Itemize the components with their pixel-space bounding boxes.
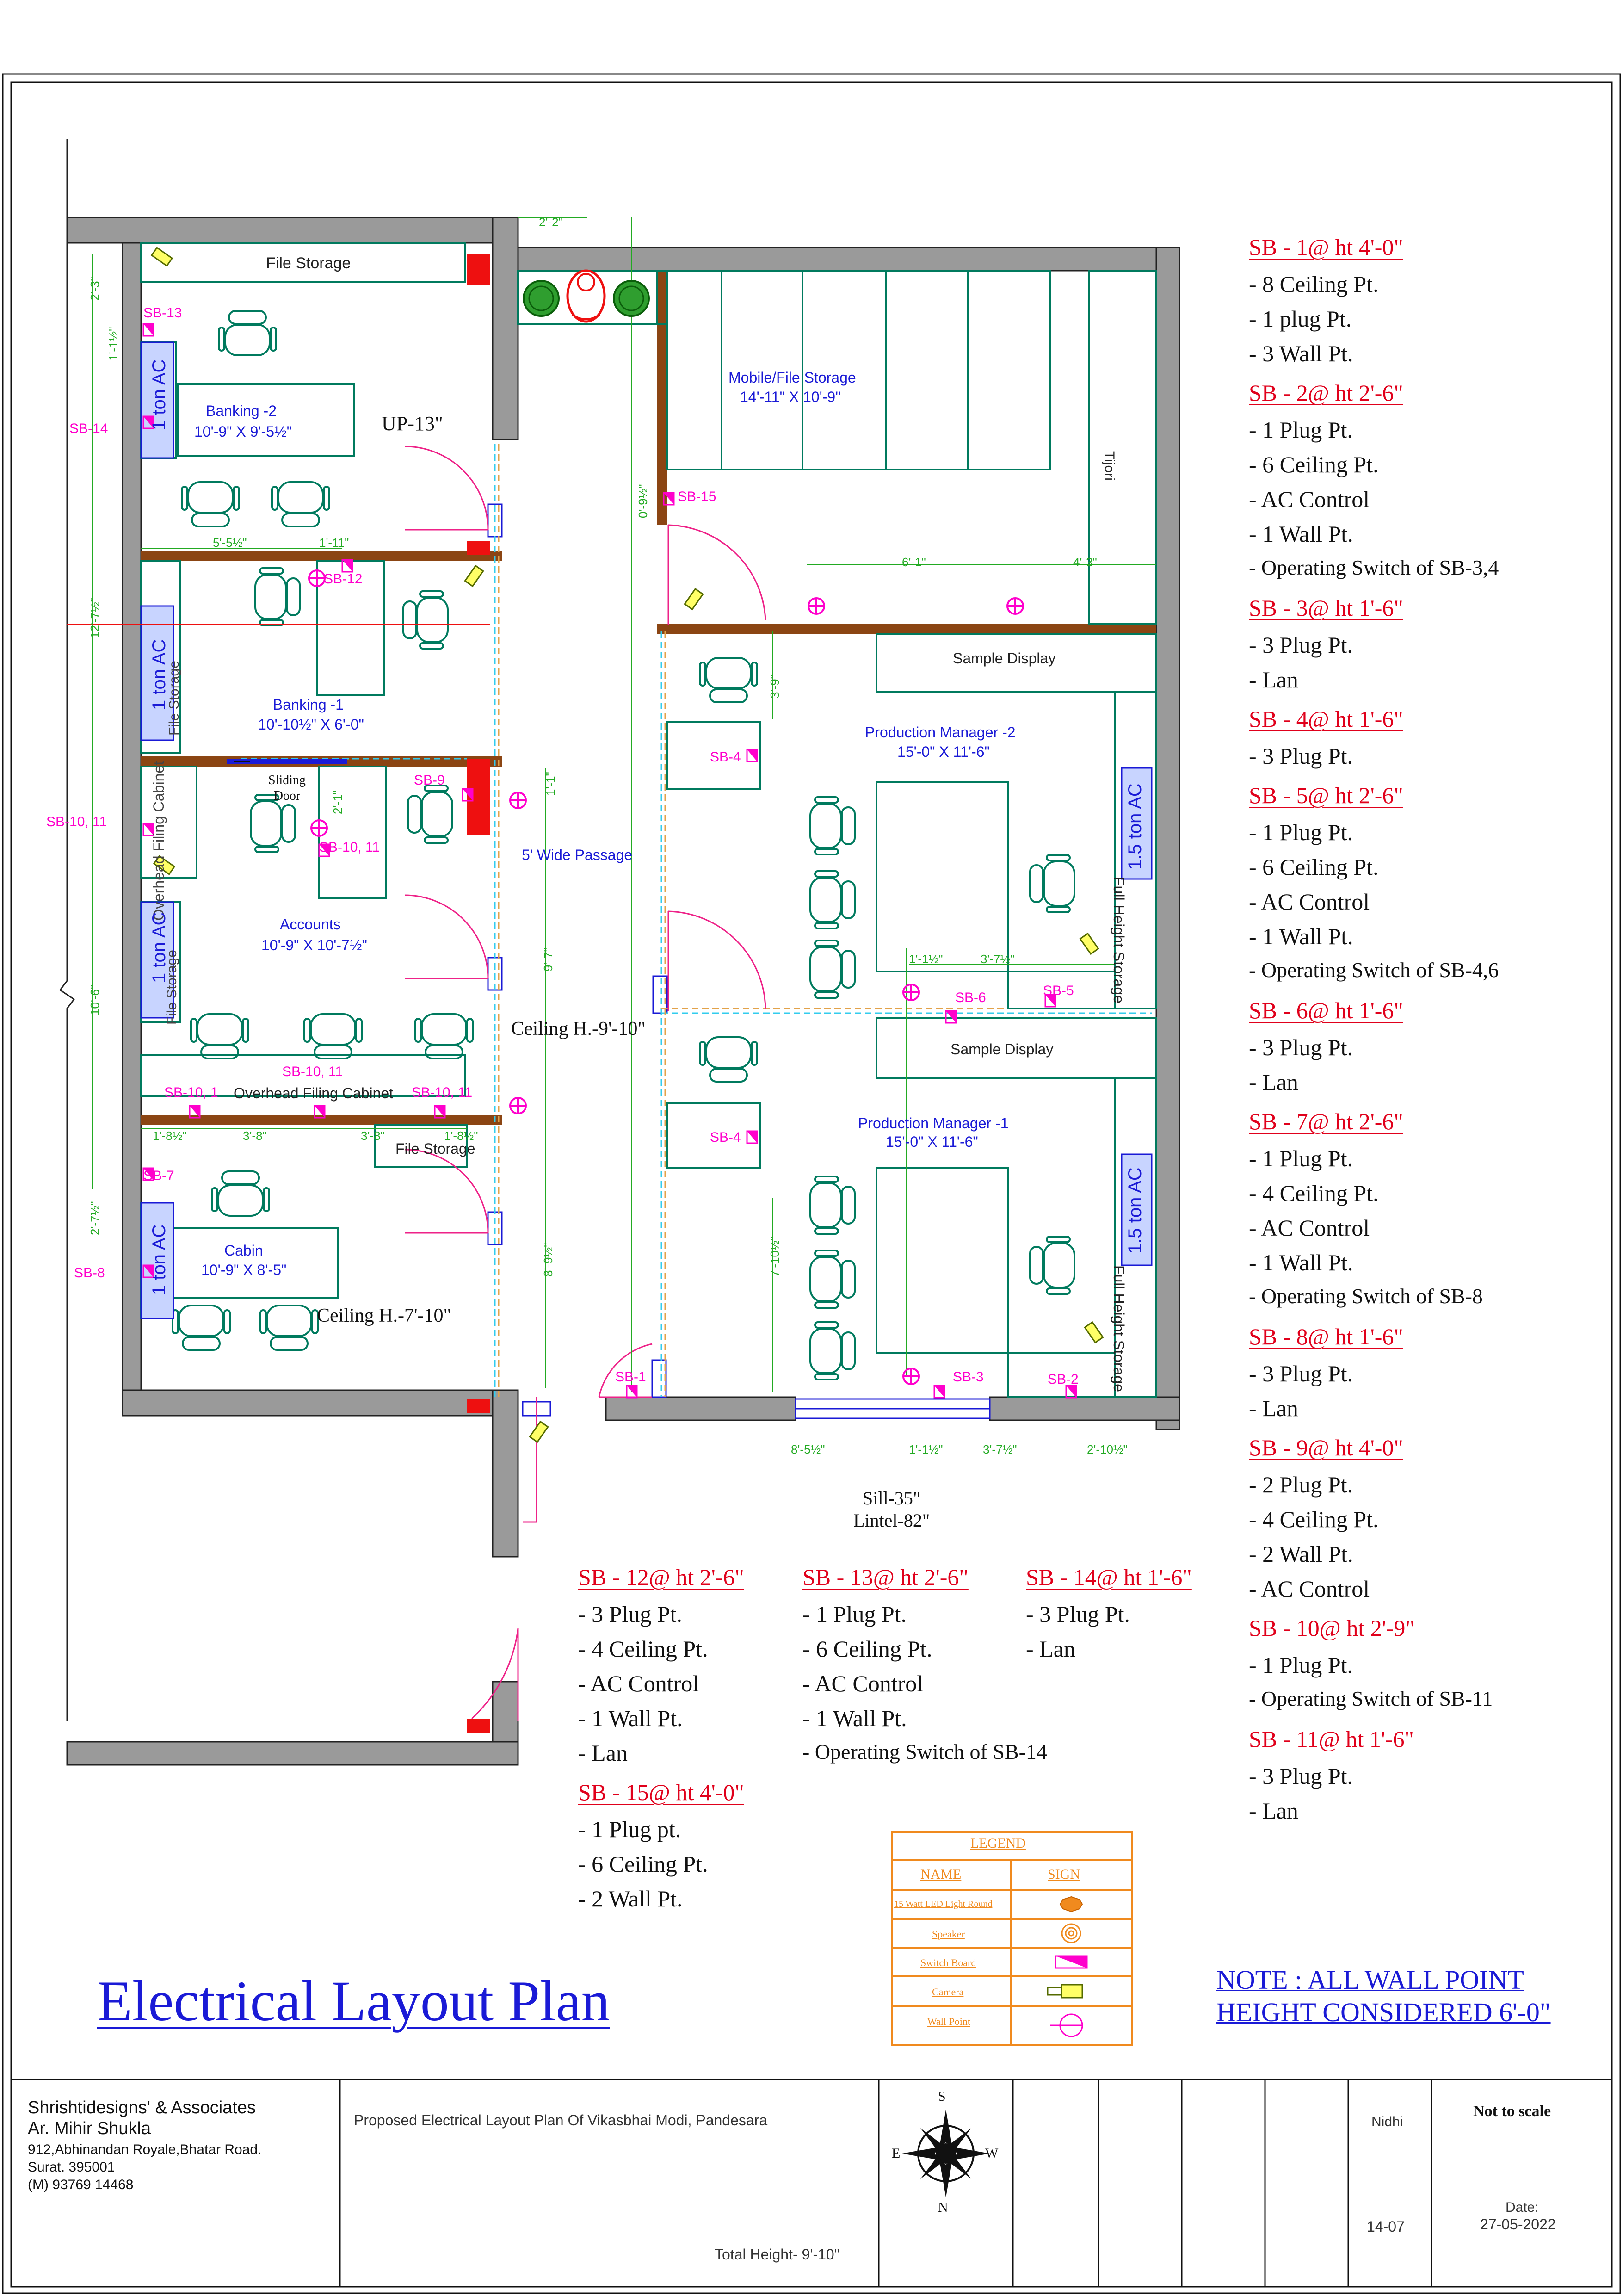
sb-schedule-item: - AC Control (1249, 486, 1370, 512)
sb-tag: SB-9 (414, 773, 445, 788)
compass-w: W (985, 2146, 999, 2161)
sb-schedule-item: - 8 Ceiling Pt. (1249, 271, 1379, 297)
sb-schedule-item: - 1 Plug Pt. (1249, 1652, 1353, 1678)
sb-schedule-item: - 3 Plug Pt. (1249, 632, 1353, 658)
dimension-label: 10'-6" (88, 984, 102, 1015)
ceiling-main-label: Ceiling H.-9'-10" (511, 1018, 646, 1040)
sb-schedule-heading: SB - 9@ ht 4'-0" (1249, 1435, 1403, 1461)
sb-schedule-item: - AC Control (802, 1671, 924, 1696)
dimension-label: 1'-1½" (909, 1442, 943, 1456)
sb-schedule-item: - 1 Wall Pt. (1249, 521, 1353, 547)
sb-schedule-item: - 3 Wall Pt. (1249, 340, 1353, 366)
legend-col-sign: SIGN (1048, 1867, 1080, 1882)
room-name-mobile-storage: Mobile/File Storage (728, 369, 856, 386)
project-title: Proposed Electrical Layout Plan Of Vikasbhai Modi, Pandesara (354, 2112, 768, 2129)
tijori-label: Tijori (1102, 451, 1117, 481)
sb-schedule-item: - Lan (1249, 1069, 1298, 1095)
full-height-storage-2: Full Height Storage (1111, 1265, 1127, 1392)
sb-schedule-item: - 1 Plug Pt. (1249, 1145, 1353, 1171)
phone: (M) 93769 14468 (28, 2177, 134, 2192)
sb-schedule-item: - 6 Ceiling Pt. (578, 1851, 708, 1877)
dimension-label: 5'-5½" (213, 536, 247, 550)
compass-e: E (892, 2146, 901, 2161)
sb-schedule-item: - AC Control (1249, 889, 1370, 915)
sb-schedule-item: - 3 Plug Pt. (1249, 743, 1353, 769)
sb-schedule-heading: SB - 14@ ht 1'-6" (1026, 1564, 1192, 1590)
sb-schedule-heading: SB - 6@ ht 1'-6" (1249, 997, 1403, 1023)
scale-note: Not to scale (1473, 2103, 1551, 2120)
dimension-label: 4'-3" (1073, 555, 1097, 569)
ac-label: 1 ton AC (149, 359, 169, 430)
sb-schedule-item: - Operating Switch of SB-14 (802, 1740, 1047, 1764)
sill-label: Sill-35" (863, 1488, 921, 1509)
sb-schedule-item: - 2 Wall Pt. (1249, 1541, 1353, 1567)
room-label-file-storage: File Storage (266, 254, 351, 272)
sb-tag: SB-13 (143, 305, 182, 321)
room-name-accounts: Accounts (280, 916, 341, 933)
sb-tag: SB-10, 11 (412, 1085, 473, 1100)
ac-label: 1.5 ton AC (1125, 1167, 1145, 1254)
sb-tag: SB-10, 11 (282, 1064, 343, 1079)
sb-tag: SB-10, 1 (164, 1085, 218, 1100)
sb-schedule-item: - 6 Ceiling Pt. (1249, 452, 1379, 477)
sb-schedule-heading: SB - 2@ ht 2'-6" (1249, 380, 1403, 406)
sb-schedule-heading: SB - 1@ ht 4'-0" (1249, 234, 1403, 260)
dimension-label: 2'-7½" (88, 1201, 102, 1235)
dimension-label: 1'-11" (319, 536, 349, 550)
ac-label: 1.5 ton AC (1125, 783, 1145, 870)
dimension-label: 1'-1" (543, 772, 557, 796)
room-dim-accounts: 10'-9" X 10'-7½" (261, 937, 367, 953)
sb-schedule-item: - 1 Plug Pt. (1249, 417, 1353, 443)
sb-schedule-item: - Lan (1026, 1636, 1075, 1662)
address-line-2: Surat. 395001 (28, 2160, 115, 2175)
sb-schedule-item: - Operating Switch of SB-3,4 (1249, 556, 1499, 579)
overhead-filing-vertical-label: Overhead Filing Cabinet (150, 761, 167, 921)
sliding-door-label: Sliding Door (268, 773, 306, 803)
sb-tag: SB-10, 11 (319, 840, 380, 855)
room-dim-pm1: 15'-0" X 11'-6" (886, 1133, 978, 1150)
date-value: 27-05-2022 (1480, 2216, 1556, 2233)
dimension-label: 7'-10½" (768, 1236, 782, 1277)
sample-display-label-1: Sample Display (953, 650, 1056, 667)
sb-schedule-heading: SB - 4@ ht 1'-6" (1249, 706, 1403, 732)
dimension-label: 2'-3" (88, 277, 102, 301)
wall-point-note: NOTE : ALL WALL POINT HEIGHT CONSIDERED 6'-0" (1216, 1965, 1551, 2027)
sb-schedule-item: - Lan (578, 1740, 628, 1766)
architect-name: Ar. Mihir Shukla (28, 2119, 151, 2138)
ceiling-cabin-label: Ceiling H.-7'-10" (317, 1305, 451, 1326)
sb-schedule-item: - Lan (1249, 667, 1298, 693)
file-storage-vertical-1: File Storage (167, 661, 182, 736)
file-storage-cabin-label: File Storage (395, 1140, 475, 1157)
compass-n: N (938, 2200, 948, 2215)
sb-schedule-item: - 3 Plug Pt. (1249, 1034, 1353, 1060)
sb-schedule-heading: SB - 3@ ht 1'-6" (1249, 595, 1403, 621)
sb-schedule-item: - AC Control (578, 1671, 699, 1696)
legend-row-switch-board: Switch Board (920, 1957, 976, 1968)
sb-schedule-item: - 1 plug Pt. (1249, 306, 1352, 332)
sb-schedule-item: - 4 Ceiling Pt. (1249, 1180, 1379, 1206)
room-dim-banking-1: 10'-10½" X 6'-0" (258, 716, 364, 733)
sb-tag: SB-7 (143, 1168, 174, 1183)
sb-schedule-heading: SB - 10@ ht 2'-9" (1249, 1615, 1415, 1641)
ac-label: 1 ton AC (149, 639, 169, 710)
sb-tag: SB-8 (74, 1265, 105, 1281)
ac-label: 1 ton AC (149, 1224, 169, 1295)
ac-label: 1 ton AC (149, 912, 169, 983)
sb-tag: SB-3 (953, 1369, 984, 1385)
sb-schedule-item: - AC Control (1249, 1576, 1370, 1602)
room-dim-cabin: 10'-9" X 8'-5" (201, 1262, 287, 1278)
date-label: Date: (1506, 2200, 1539, 2215)
sample-display-label-2: Sample Display (950, 1041, 1054, 1058)
sb-schedule-item: - 4 Ceiling Pt. (1249, 1506, 1379, 1532)
sb-schedule-item: - 6 Ceiling Pt. (802, 1636, 932, 1662)
dimension-label: 2'-1" (331, 790, 345, 814)
sb-schedule-heading: SB - 15@ ht 4'-0" (578, 1779, 744, 1805)
dimension-label: 8'-5½" (791, 1442, 825, 1456)
sheet-number: 14-07 (1367, 2218, 1405, 2235)
dimension-label: 3'-7½" (981, 952, 1015, 966)
dimension-label: 3'-7½" (983, 1442, 1017, 1456)
sb-schedule-item: - 3 Plug Pt. (578, 1601, 683, 1627)
sb-tag: SB-10, 11 (46, 814, 107, 829)
sb-tag: SB-1 (615, 1369, 646, 1385)
sb-schedule-item: - 6 Ceiling Pt. (1249, 854, 1379, 880)
overhead-filing-label: Overhead Filing Cabinet (234, 1085, 394, 1102)
dimension-label: 3'-8" (243, 1129, 267, 1143)
sb-schedule-item: - 2 Plug Pt. (1249, 1472, 1353, 1498)
dimension-label: 12'-7½" (88, 598, 102, 638)
dimension-label: 3'-9" (768, 675, 782, 699)
sb-schedule-item: - 3 Plug Pt. (1249, 1361, 1353, 1386)
sb-schedule-item: - Operating Switch of SB-11 (1249, 1687, 1493, 1710)
room-name-banking-1: Banking -1 (273, 696, 344, 713)
sb-schedule-heading: SB - 5@ ht 2'-6" (1249, 782, 1403, 808)
sb-schedule-item: - 1 Plug pt. (578, 1816, 681, 1842)
sb-schedule-heading: SB - 13@ ht 2'-6" (802, 1564, 969, 1590)
room-name-pm2: Production Manager -2 (865, 724, 1016, 741)
sb-schedule-item: - 2 Wall Pt. (578, 1886, 683, 1912)
legend-row-led-light: 15 Watt LED Light Round (894, 1899, 993, 1909)
room-name-banking-2: Banking -2 (206, 402, 277, 419)
room-dim-mobile-storage: 14'-11" X 10'-9" (740, 389, 841, 405)
sb-tag: SB-6 (955, 990, 986, 1005)
dimension-label: 2'-10½" (1087, 1442, 1128, 1456)
sb-schedule-heading: SB - 7@ ht 2'-6" (1249, 1108, 1403, 1134)
passage-label: 5' Wide Passage (522, 847, 633, 863)
drawn-by: Nidhi (1371, 2114, 1403, 2129)
firm-name: Shrishtidesigns' & Associates (28, 2098, 256, 2117)
dimension-label: 1'-8½" (444, 1129, 478, 1143)
room-dim-pm2: 15'-0" X 11'-6" (897, 743, 990, 760)
legend-row-speaker: Speaker (932, 1928, 965, 1940)
room-name-cabin: Cabin (224, 1242, 263, 1259)
file-storage-vertical-2: File Storage (164, 950, 179, 1025)
up-label: UP-13" (382, 412, 443, 435)
drawing-title: Electrical Layout Plan (97, 1969, 610, 2033)
sb-schedule-heading: SB - 8@ ht 1'-6" (1249, 1324, 1403, 1349)
sb-schedule-item: - Lan (1249, 1395, 1298, 1421)
dimension-label: 0'-9½" (636, 484, 650, 518)
compass-s: S (938, 2089, 946, 2104)
dimension-label: 2'-2" (539, 215, 563, 229)
dimension-label: 1'-8½" (153, 1129, 187, 1143)
dimension-label: 6'-1" (902, 555, 926, 569)
room-name-pm1: Production Manager -1 (858, 1115, 1009, 1132)
address-line-1: 912,Abhinandan Royale,Bhatar Road. (28, 2142, 262, 2157)
sb-schedule-item: - Operating Switch of SB-8 (1249, 1284, 1483, 1308)
sb-schedule-item: - 3 Plug Pt. (1249, 1763, 1353, 1789)
sb-schedule-heading: SB - 11@ ht 1'-6" (1249, 1726, 1414, 1752)
sb-tag: SB-5 (1043, 983, 1074, 998)
legend-col-name: NAME (920, 1867, 962, 1882)
sb-schedule-item: - 1 Wall Pt. (1249, 1250, 1353, 1275)
sb-tag: SB-4 (710, 1130, 741, 1145)
sb-tag: SB-14 (69, 421, 108, 436)
sb-schedule-item: - Lan (1249, 1798, 1298, 1824)
legend-title: LEGEND (970, 1836, 1026, 1851)
full-height-storage-1: Full Height Storage (1111, 877, 1127, 1003)
sb-tag: SB-15 (678, 489, 716, 504)
sb-schedule-item: - 1 Plug Pt. (802, 1601, 907, 1627)
dimension-label: 1'-1½" (909, 952, 943, 966)
dimension-label: 8'-9½" (541, 1243, 555, 1277)
dimension-label: 1'-1½" (106, 327, 120, 361)
sb-schedule-heading: SB - 12@ ht 2'-6" (578, 1564, 744, 1590)
sb-schedule-item: - 4 Ceiling Pt. (578, 1636, 708, 1662)
sb-tag: SB-4 (710, 749, 741, 765)
sb-schedule-item: - AC Control (1249, 1215, 1370, 1241)
legend-row-camera: Camera (932, 1986, 964, 1998)
dimension-label: 3'-8" (361, 1129, 385, 1143)
sb-schedule-item: - 3 Plug Pt. (1026, 1601, 1130, 1627)
sb-schedule-item: - 1 Wall Pt. (578, 1705, 683, 1731)
total-height: Total Height- 9'-10" (715, 2246, 840, 2263)
sb-schedule-item: - 1 Wall Pt. (802, 1705, 907, 1731)
sb-schedule-item: - Operating Switch of SB-4,6 (1249, 958, 1499, 982)
sb-schedule-item: - 1 Plug Pt. (1249, 819, 1353, 845)
room-dim-banking-2: 10'-9" X 9'-5½" (194, 423, 292, 440)
sb-tag: SB-12 (324, 571, 363, 587)
dimension-label: 9'-7" (541, 947, 555, 972)
legend-row-wall-point: Wall Point (927, 2016, 970, 2027)
lintel-label: Lintel-82" (853, 1510, 930, 1531)
sb-tag: SB-2 (1048, 1372, 1079, 1387)
sb-schedule-item: - 1 Wall Pt. (1249, 923, 1353, 949)
